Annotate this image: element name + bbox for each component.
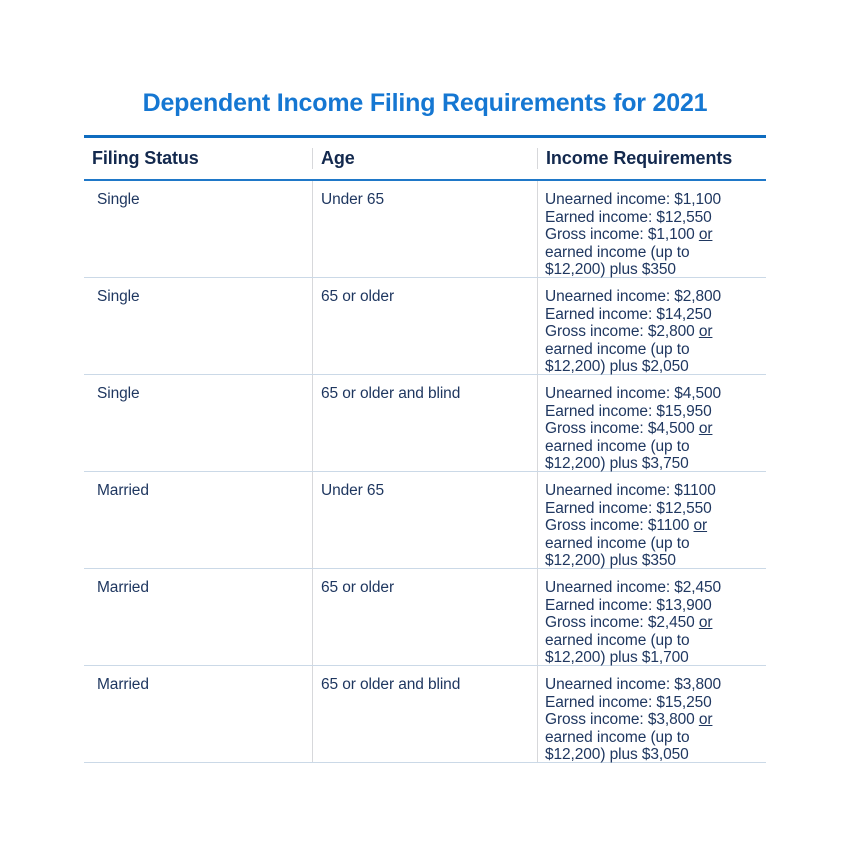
unearned-income-line: Unearned income: $3,800	[545, 676, 722, 693]
gross-income-line	[545, 420, 754, 473]
filing-status-cell: Married	[97, 579, 149, 596]
earned-income-line: Earned income: $15,950	[545, 402, 712, 420]
age-cell: 65 or older and blind	[312, 375, 538, 471]
income-requirements-cell	[538, 375, 766, 471]
filing-status-cell: Single	[97, 385, 140, 402]
filing-status-cell: Married	[97, 482, 149, 499]
unearned-income-line: Unearned income: $4,500	[545, 385, 722, 402]
earned-income-line: Earned income: $15,250	[545, 693, 712, 711]
income-requirements-cell	[538, 472, 766, 568]
filing-requirements-table	[84, 135, 766, 763]
gross-income-suffix: earned income (up to $12,200) plus $350	[545, 243, 690, 278]
unearned-income-line: Unearned income: $2,450	[545, 579, 722, 596]
filing-status-cell: Single	[97, 191, 140, 208]
page-title: Dependent Income Filing Requirements for 2021	[142, 89, 708, 117]
filing-status-cell: Single	[97, 288, 140, 305]
gross-income-prefix: Gross income: $2,450	[545, 614, 699, 631]
earned-income-line: Earned income: $12,550	[545, 499, 712, 517]
column-header-age: Age	[312, 148, 538, 169]
earned-income-line: Earned income: $12,550	[545, 208, 712, 226]
unearned-income-line: Unearned income: $2,800	[545, 288, 722, 305]
gross-income-prefix: Gross income: $3,800	[545, 711, 699, 728]
age-cell: 65 or older	[312, 278, 538, 374]
income-requirements-cell	[538, 569, 766, 665]
gross-income-prefix: Gross income: $1,100	[545, 226, 699, 243]
or-underlined-text: or	[693, 517, 708, 534]
gross-income-line	[545, 711, 754, 764]
table-row	[84, 181, 766, 278]
or-underlined-text: or	[698, 711, 713, 728]
or-underlined-text: or	[698, 226, 713, 243]
earned-income-line: Earned income: $14,250	[545, 305, 712, 323]
column-header-filing-status: Filing Status	[92, 148, 199, 168]
gross-income-prefix: Gross income: $4,500	[545, 420, 699, 437]
column-header-income-requirements: Income Requirements	[546, 148, 733, 168]
gross-income-prefix: Gross income: $1100	[545, 517, 694, 534]
table-header-row	[84, 138, 766, 181]
gross-income-prefix: Gross income: $2,800	[545, 323, 699, 340]
age-cell: 65 or older and blind	[312, 666, 538, 762]
or-underlined-text: or	[698, 323, 713, 340]
table-row	[84, 666, 766, 763]
table-row	[84, 375, 766, 472]
age-cell: Under 65	[312, 181, 538, 277]
gross-income-suffix: earned income (up to $12,200) plus $350	[545, 534, 690, 569]
income-requirements-cell	[538, 666, 766, 762]
gross-income-suffix: earned income (up to $12,200) plus $1,700	[545, 631, 690, 666]
unearned-income-line: Unearned income: $1,100	[545, 191, 722, 208]
earned-income-line: Earned income: $13,900	[545, 596, 712, 614]
age-cell: Under 65	[312, 472, 538, 568]
gross-income-suffix: earned income (up to $12,200) plus $2,050	[545, 340, 690, 375]
or-underlined-text: or	[698, 614, 713, 631]
gross-income-suffix: earned income (up to $12,200) plus $3,050	[545, 728, 690, 763]
age-cell: 65 or older	[312, 569, 538, 665]
unearned-income-line: Unearned income: $1100	[545, 482, 716, 499]
gross-income-suffix: earned income (up to $12,200) plus $3,750	[545, 437, 690, 472]
gross-income-line	[545, 614, 754, 667]
table-row	[84, 278, 766, 375]
table-row	[84, 472, 766, 569]
income-requirements-cell	[538, 181, 766, 277]
filing-status-cell: Married	[97, 676, 149, 693]
gross-income-line	[545, 226, 754, 279]
gross-income-line	[545, 517, 754, 570]
gross-income-line	[545, 323, 754, 376]
income-requirements-cell	[538, 278, 766, 374]
table-row	[84, 569, 766, 666]
or-underlined-text: or	[698, 420, 713, 437]
